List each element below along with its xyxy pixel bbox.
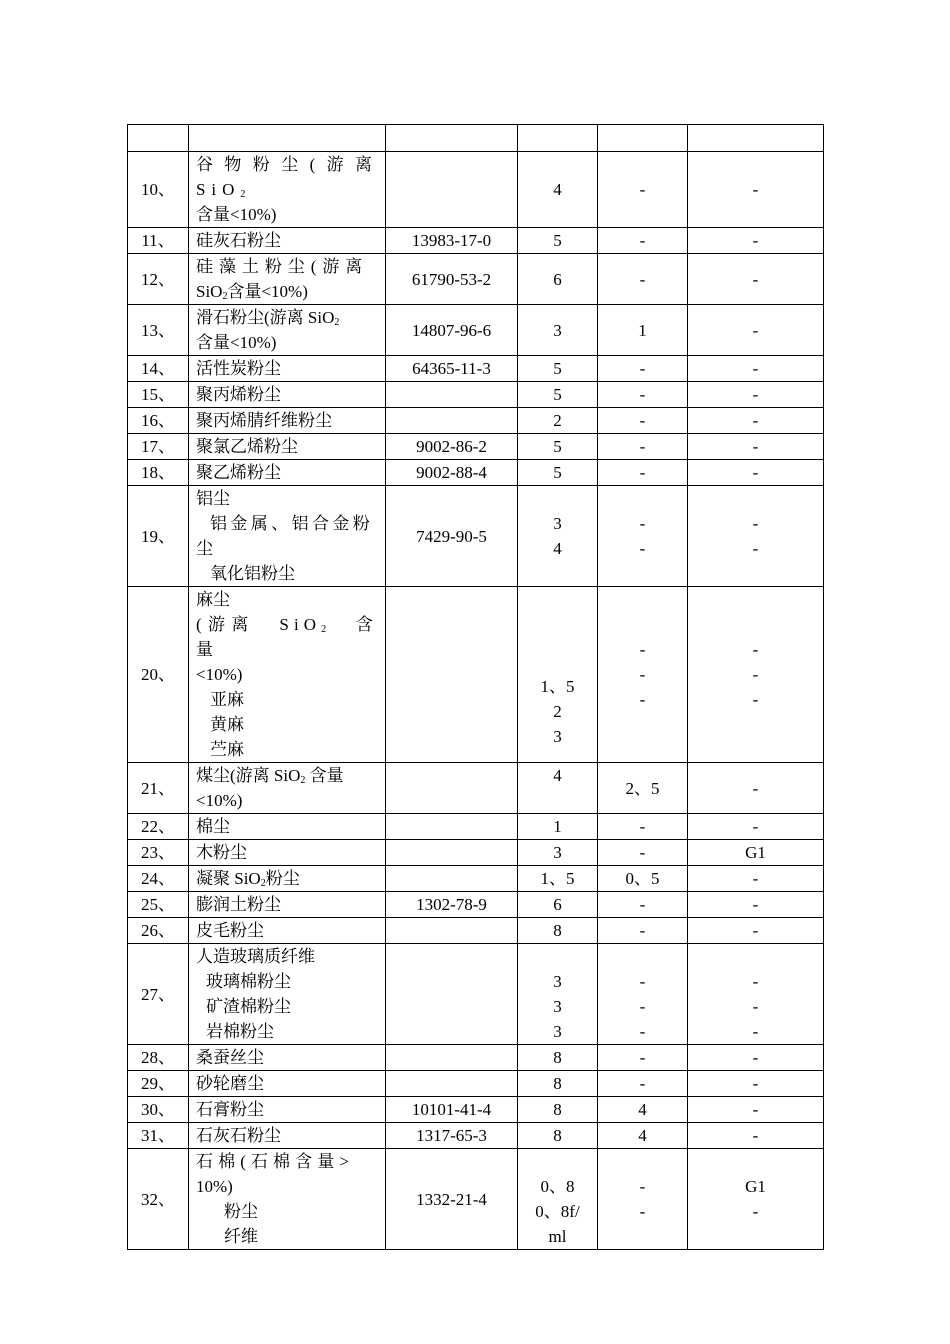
value-1 xyxy=(518,356,598,382)
table-row xyxy=(128,866,824,892)
name-line: 10%) xyxy=(196,1177,233,1196)
value-3 xyxy=(688,460,824,486)
value-line: 1、5 xyxy=(540,869,575,888)
value-line: - xyxy=(639,1202,646,1221)
value-line: 4 xyxy=(638,1126,647,1145)
substance-name xyxy=(189,408,386,434)
name-line: 活性炭粉尘 xyxy=(196,359,281,378)
row-number: 24、 xyxy=(128,866,189,892)
value-line: 3 xyxy=(553,997,562,1016)
value-1 xyxy=(518,408,598,434)
value-2 xyxy=(598,434,688,460)
name-line: 石灰石粉尘 xyxy=(196,1126,281,1145)
value-1 xyxy=(518,382,598,408)
value-line: - xyxy=(752,972,759,991)
substance-name xyxy=(189,382,386,408)
table-row xyxy=(128,944,824,1045)
value-line: - xyxy=(752,514,759,533)
value-line: - xyxy=(752,359,759,378)
substance-name xyxy=(189,1097,386,1123)
name-line: SiO$_2$含量<10%) xyxy=(196,282,308,302)
value-line: - xyxy=(639,1074,646,1093)
value-line: - xyxy=(639,1022,646,1041)
table-row xyxy=(128,763,824,814)
empty-header-row xyxy=(128,125,824,152)
value-line: 4 xyxy=(553,539,562,558)
value-2 xyxy=(598,254,688,305)
value-2 xyxy=(598,1149,688,1250)
table-body xyxy=(128,125,824,1250)
value-2 xyxy=(598,152,688,228)
value-2 xyxy=(598,486,688,587)
value-3 xyxy=(688,587,824,763)
value-line: 5 xyxy=(553,359,562,378)
substance-name xyxy=(189,866,386,892)
value-line: - xyxy=(639,921,646,940)
value-1 xyxy=(518,1097,598,1123)
header-cell xyxy=(598,125,688,152)
value-line: 0、5 xyxy=(625,869,660,888)
value-1 xyxy=(518,1071,598,1097)
table-row xyxy=(128,382,824,408)
value-3 xyxy=(688,382,824,408)
row-number: 28、 xyxy=(128,1045,189,1071)
name-line: 玻璃棉粉尘 xyxy=(206,972,291,991)
value-2 xyxy=(598,814,688,840)
name-line: 膨润土粉尘 xyxy=(196,895,281,914)
substance-name xyxy=(189,434,386,460)
value-2 xyxy=(598,918,688,944)
value-1 xyxy=(518,892,598,918)
value-line: - xyxy=(752,463,759,482)
table-row xyxy=(128,305,824,356)
name-line: 石膏粉尘 xyxy=(196,1100,264,1119)
table-row xyxy=(128,1045,824,1071)
value-line: - xyxy=(752,997,759,1016)
cas-number: 9002-88-4 xyxy=(386,460,518,486)
value-1 xyxy=(518,434,598,460)
value-3 xyxy=(688,763,824,814)
value-3 xyxy=(688,1149,824,1250)
cas-number xyxy=(386,382,518,408)
value-line: 3 xyxy=(553,320,562,340)
table-row xyxy=(128,486,824,587)
value-3 xyxy=(688,840,824,866)
value-line: 2 xyxy=(553,702,562,721)
name-line: 凝聚 SiO$_2$粉尘 xyxy=(196,869,300,889)
row-number: 20、 xyxy=(128,587,189,763)
value-line: - xyxy=(752,1100,759,1119)
value-line: - xyxy=(752,921,759,940)
value-3 xyxy=(688,1123,824,1149)
table-row xyxy=(128,1097,824,1123)
name-line: 含量<10%) xyxy=(196,333,277,352)
value-3 xyxy=(688,228,824,254)
value-3 xyxy=(688,892,824,918)
row-number: 29、 xyxy=(128,1071,189,1097)
value-1 xyxy=(518,866,598,892)
name-line: 黄麻 xyxy=(210,715,244,734)
name-line: 亚麻 xyxy=(210,690,244,709)
cas-number: 13983-17-0 xyxy=(386,228,518,254)
cas-number xyxy=(386,1045,518,1071)
value-1 xyxy=(518,840,598,866)
table-row xyxy=(128,434,824,460)
value-line: 0、8 xyxy=(540,1177,575,1196)
row-number: 13、 xyxy=(128,305,189,356)
value-line: G1 xyxy=(745,1177,766,1196)
row-number: 16、 xyxy=(128,408,189,434)
value-line: - xyxy=(639,269,646,289)
value-3 xyxy=(688,486,824,587)
value-line: - xyxy=(639,359,646,378)
row-number: 14、 xyxy=(128,356,189,382)
substance-name xyxy=(189,460,386,486)
value-line: 5 xyxy=(553,231,562,250)
name-line: 硅灰石粉尘 xyxy=(196,231,281,250)
row-number: 10、 xyxy=(128,152,189,228)
name-line: 煤尘(游离 SiO$_2$ 含量 xyxy=(196,766,344,786)
row-number: 22、 xyxy=(128,814,189,840)
cas-number: 61790-53-2 xyxy=(386,254,518,305)
value-line: - xyxy=(639,972,646,991)
value-3 xyxy=(688,434,824,460)
value-line: - xyxy=(639,180,646,199)
name-line: 苎麻 xyxy=(210,740,244,759)
value-line: - xyxy=(752,539,759,558)
table-row xyxy=(128,814,824,840)
value-2 xyxy=(598,587,688,763)
value-line: 8 xyxy=(553,1126,562,1145)
value-3 xyxy=(688,918,824,944)
value-3 xyxy=(688,1097,824,1123)
value-1 xyxy=(518,587,598,763)
name-line: <10%) xyxy=(196,791,243,810)
cas-number xyxy=(386,944,518,1045)
value-3 xyxy=(688,152,824,228)
name-line: 聚氯乙烯粉尘 xyxy=(196,437,298,456)
value-1 xyxy=(518,460,598,486)
substance-name xyxy=(189,918,386,944)
value-line: - xyxy=(752,180,759,199)
table-row xyxy=(128,152,824,228)
cas-number xyxy=(386,152,518,228)
value-2 xyxy=(598,1045,688,1071)
value-1 xyxy=(518,305,598,356)
table-row xyxy=(128,587,824,763)
table-row xyxy=(128,840,824,866)
value-1 xyxy=(518,1045,598,1071)
value-line: 6 xyxy=(553,269,562,289)
substance-name xyxy=(189,486,386,587)
cas-number xyxy=(386,408,518,434)
value-line: 3 xyxy=(553,972,562,991)
value-1 xyxy=(518,763,598,814)
value-line: - xyxy=(639,437,646,456)
value-line: - xyxy=(752,1048,759,1067)
value-line: 8 xyxy=(553,921,562,940)
value-line: 1、5 xyxy=(540,677,575,696)
table-row xyxy=(128,1123,824,1149)
value-line: - xyxy=(639,463,646,482)
value-3 xyxy=(688,254,824,305)
row-number: 15、 xyxy=(128,382,189,408)
value-line: 4 xyxy=(638,1100,647,1119)
row-number: 32、 xyxy=(128,1149,189,1250)
value-1 xyxy=(518,1123,598,1149)
value-2 xyxy=(598,763,688,814)
value-line: - xyxy=(752,778,759,798)
name-line: 氧化铝粉尘 xyxy=(210,564,295,583)
row-number: 26、 xyxy=(128,918,189,944)
table-row xyxy=(128,228,824,254)
value-1 xyxy=(518,254,598,305)
substance-name xyxy=(189,152,386,228)
value-2 xyxy=(598,460,688,486)
row-number: 23、 xyxy=(128,840,189,866)
value-1 xyxy=(518,152,598,228)
substance-name xyxy=(189,763,386,814)
cas-number: 1302-78-9 xyxy=(386,892,518,918)
value-line: - xyxy=(752,640,759,659)
value-2 xyxy=(598,228,688,254)
value-2 xyxy=(598,892,688,918)
header-cell xyxy=(518,125,598,152)
value-line: - xyxy=(639,817,646,836)
value-line: - xyxy=(752,869,759,888)
value-3 xyxy=(688,305,824,356)
value-line: 5 xyxy=(553,437,562,456)
cas-number: 64365-11-3 xyxy=(386,356,518,382)
value-3 xyxy=(688,408,824,434)
name-line: 含量<10%) xyxy=(196,205,277,224)
name-line: 岩棉粉尘 xyxy=(206,1022,274,1041)
name-line: 聚乙烯粉尘 xyxy=(196,463,281,482)
value-line: 5 xyxy=(553,385,562,404)
name-line: 桑蚕丝尘 xyxy=(196,1048,264,1067)
value-2 xyxy=(598,1071,688,1097)
value-line: 1 xyxy=(553,817,562,836)
table-row xyxy=(128,1149,824,1250)
row-number: 12、 xyxy=(128,254,189,305)
value-line: 6 xyxy=(553,895,562,914)
value-3 xyxy=(688,814,824,840)
name-line: 铝金属、铝合金粉 xyxy=(210,514,374,533)
cas-number: 1317-65-3 xyxy=(386,1123,518,1149)
value-line: - xyxy=(639,895,646,914)
substance-name xyxy=(189,1123,386,1149)
value-line: 8 xyxy=(553,1048,562,1067)
value-line: - xyxy=(752,411,759,430)
value-line: - xyxy=(752,1202,759,1221)
row-number: 30、 xyxy=(128,1097,189,1123)
name-line: 聚丙烯粉尘 xyxy=(196,385,281,404)
value-line: 4 xyxy=(553,180,562,199)
value-3 xyxy=(688,866,824,892)
substance-name xyxy=(189,814,386,840)
row-number: 31、 xyxy=(128,1123,189,1149)
substance-name xyxy=(189,1071,386,1097)
value-line: - xyxy=(752,665,759,684)
name-line: <10%) xyxy=(196,665,243,684)
row-number: 18、 xyxy=(128,460,189,486)
value-line: ml xyxy=(548,1227,567,1246)
name-line: 纤维 xyxy=(224,1227,258,1246)
value-2 xyxy=(598,382,688,408)
value-line: - xyxy=(752,437,759,456)
value-line: - xyxy=(752,817,759,836)
value-line: 5 xyxy=(553,463,562,482)
name-line: 铝尘 xyxy=(196,489,230,508)
value-line: - xyxy=(639,997,646,1016)
value-line: 2 xyxy=(553,411,562,430)
cas-number: 7429-90-5 xyxy=(386,486,518,587)
value-line: 2、5 xyxy=(625,778,660,798)
cas-number: 14807-96-6 xyxy=(386,305,518,356)
name-line: 谷物粉尘(游离 SiO$_2$ xyxy=(196,155,378,200)
value-2 xyxy=(598,408,688,434)
value-line: 8 xyxy=(553,1100,562,1119)
value-line: - xyxy=(752,1022,759,1041)
substance-name xyxy=(189,892,386,918)
table-row xyxy=(128,460,824,486)
substance-name xyxy=(189,587,386,763)
substance-name xyxy=(189,356,386,382)
cas-number: 1332-21-4 xyxy=(386,1149,518,1250)
cas-number xyxy=(386,840,518,866)
substance-name xyxy=(189,254,386,305)
value-line: - xyxy=(639,539,646,558)
value-1 xyxy=(518,918,598,944)
value-line: 3 xyxy=(553,1022,562,1041)
value-line: - xyxy=(639,514,646,533)
value-line: 0、8f/ xyxy=(535,1202,580,1221)
value-line: 3 xyxy=(553,727,562,746)
dust-limits-table xyxy=(127,124,824,1250)
value-1 xyxy=(518,228,598,254)
table-row xyxy=(128,408,824,434)
value-1 xyxy=(518,486,598,587)
value-line: 4 xyxy=(553,766,562,785)
substance-name xyxy=(189,1149,386,1250)
name-line: 人造玻璃质纤维 xyxy=(196,947,315,966)
cas-number xyxy=(386,763,518,814)
value-line: - xyxy=(752,1126,759,1145)
header-cell xyxy=(688,125,824,152)
value-2 xyxy=(598,840,688,866)
value-2 xyxy=(598,305,688,356)
value-line: - xyxy=(639,1048,646,1067)
name-line: 石棉(石棉含量> xyxy=(196,1152,355,1171)
row-number: 19、 xyxy=(128,486,189,587)
header-cell xyxy=(189,125,386,152)
value-line: - xyxy=(752,690,759,709)
table-row xyxy=(128,918,824,944)
value-line: - xyxy=(639,385,646,404)
cas-number: 9002-86-2 xyxy=(386,434,518,460)
name-line: 皮毛粉尘 xyxy=(196,921,264,940)
row-number: 11、 xyxy=(128,228,189,254)
value-line: - xyxy=(752,231,759,250)
header-cell xyxy=(128,125,189,152)
cas-number xyxy=(386,918,518,944)
value-1 xyxy=(518,1149,598,1250)
value-line: - xyxy=(639,690,646,709)
value-line: - xyxy=(639,411,646,430)
cas-number xyxy=(386,866,518,892)
name-line: 滑石粉尘(游离 SiO$_2$ xyxy=(196,308,340,328)
cas-number: 10101-41-4 xyxy=(386,1097,518,1123)
row-number: 27、 xyxy=(128,944,189,1045)
substance-name xyxy=(189,944,386,1045)
value-line: 8 xyxy=(553,1074,562,1093)
value-line: - xyxy=(752,895,759,914)
row-number: 17、 xyxy=(128,434,189,460)
value-line: - xyxy=(639,640,646,659)
value-2 xyxy=(598,1097,688,1123)
value-line: - xyxy=(639,231,646,250)
name-line: 麻尘 xyxy=(196,590,230,609)
value-line: - xyxy=(752,269,759,289)
value-3 xyxy=(688,1071,824,1097)
name-line: 矿渣棉粉尘 xyxy=(206,997,291,1016)
name-line: 砂轮磨尘 xyxy=(196,1074,264,1093)
value-line: 3 xyxy=(553,843,562,862)
value-line: - xyxy=(752,320,759,340)
value-2 xyxy=(598,944,688,1045)
value-line: 1 xyxy=(638,320,647,340)
header-cell xyxy=(386,125,518,152)
table-row xyxy=(128,254,824,305)
name-line: 粉尘 xyxy=(224,1202,258,1221)
substance-name xyxy=(189,228,386,254)
substance-name xyxy=(189,305,386,356)
substance-name xyxy=(189,1045,386,1071)
table-row xyxy=(128,892,824,918)
value-2 xyxy=(598,866,688,892)
name-line: 聚丙烯腈纤维粉尘 xyxy=(196,411,332,430)
row-number: 25、 xyxy=(128,892,189,918)
value-line: - xyxy=(752,1074,759,1093)
value-2 xyxy=(598,1123,688,1149)
substance-name xyxy=(189,840,386,866)
value-3 xyxy=(688,356,824,382)
value-line: - xyxy=(639,665,646,684)
value-line: - xyxy=(639,1177,646,1196)
value-line: - xyxy=(639,843,646,862)
value-3 xyxy=(688,944,824,1045)
table-row xyxy=(128,1071,824,1097)
table-row xyxy=(128,356,824,382)
value-line: 3 xyxy=(553,514,562,533)
name-line: 尘 xyxy=(196,539,213,558)
name-line: 硅藻土粉尘(游离 xyxy=(196,257,369,276)
value-line: - xyxy=(752,385,759,404)
value-line: G1 xyxy=(745,843,766,862)
cas-number xyxy=(386,1071,518,1097)
value-2 xyxy=(598,356,688,382)
row-number: 21、 xyxy=(128,763,189,814)
value-3 xyxy=(688,1045,824,1071)
cas-number xyxy=(386,587,518,763)
name-line: 木粉尘 xyxy=(196,843,247,862)
cas-number xyxy=(386,814,518,840)
name-line: 棉尘 xyxy=(196,817,230,836)
value-1 xyxy=(518,814,598,840)
name-line: (游离 SiO$_2$ 含量 xyxy=(196,615,378,659)
value-1 xyxy=(518,944,598,1045)
